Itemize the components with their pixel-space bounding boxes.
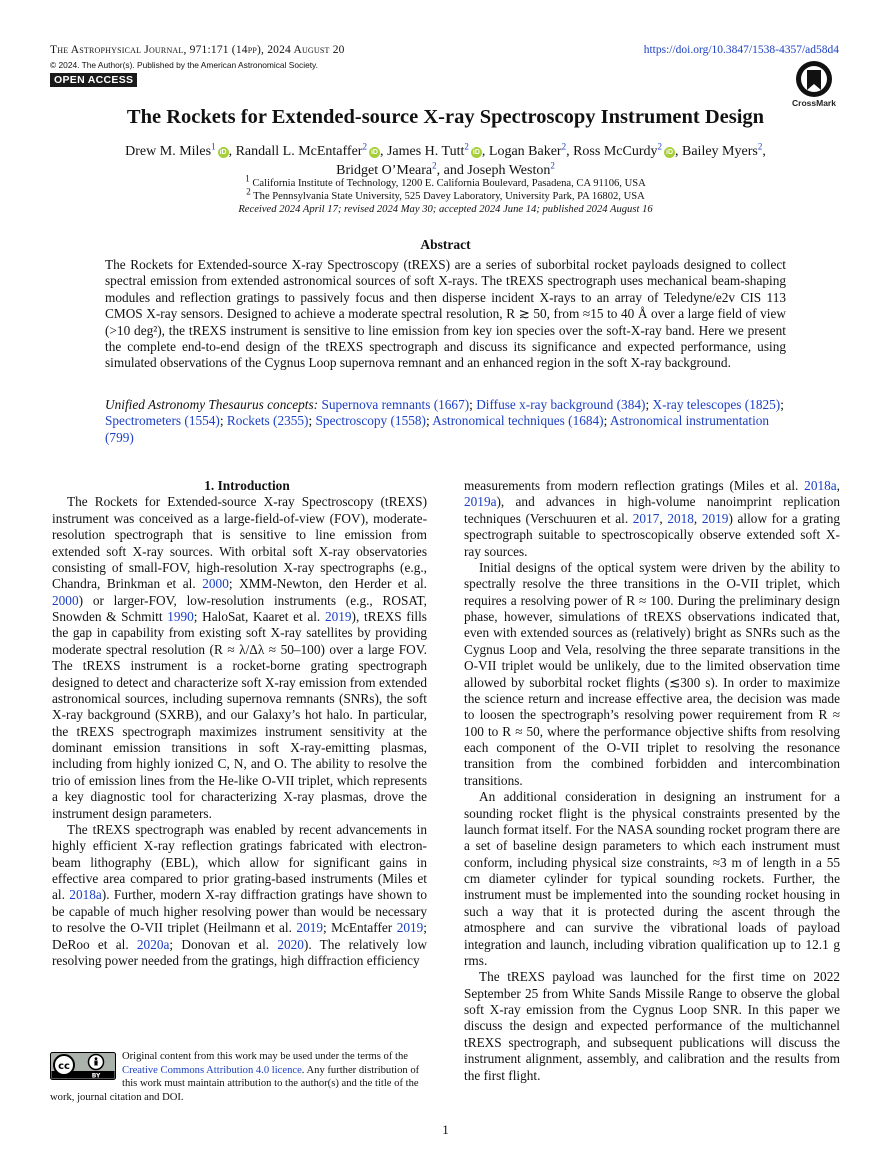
uat-link[interactable]: Spectrometers (1554) (105, 413, 220, 429)
citation-link[interactable]: 2019 (396, 920, 424, 936)
journal-header (50, 44, 345, 88)
paragraph: An additional consideration in designing an instrument for a sounding rocket flight is the physical constraints presented by the launch format itself. For the NASA sounding rocket program there are a set of baseline design parameters to which each instrument must conform, including physical size constraints, ≈3 m of length in a 55 cm diameter cylinder for typical sounding rockets. Further, the instrument must be implemented into the sounding rocket housing in such a way that it is protected during the ascent through the atmosphere and can survive the vibrational loads of payload integration and launch, including vibration qualification up to 12.1 g rms. (464, 789, 840, 968)
uat-link[interactable]: Astronomical techniques (1684) (432, 413, 604, 429)
author[interactable]: James H. Tutt$^2$iD (386, 141, 480, 159)
orcid-icon[interactable]: iD (370, 149, 378, 156)
citation-link[interactable]: 2017 (632, 510, 660, 526)
crossmark-icon (795, 60, 833, 98)
citation-link[interactable]: 2018a (804, 478, 837, 493)
open-access-badge: OPEN ACCESS (50, 73, 137, 87)
citation-link[interactable]: 2019a (464, 494, 497, 510)
uat-label: Unified Astronomy Thesaurus concepts: (105, 397, 319, 412)
uat-link[interactable]: X-ray telescopes (1825) (652, 397, 781, 412)
author[interactable]: Ross McCurdy$^2$iD (573, 141, 673, 159)
abstract-body: The Rockets for Extended-source X-ray Spectroscopy (tREXS) are a series of suborbital rocket payloads designed to collect spectral emission from extended astronomical sources of soft X-rays. The tREXS spectrograph uses mechanical beam-shaping modules and reflection gratings to passively focus and then disperse incident X-rays to an array of Teledyne/e2v CIS 113 CMOS X-ray sensors. Designed to achieve a moderate spectral resolution, R ≳ 50, from ≈15 to 40 Å over a large field of view (>10 deg²), the tREXS instrument is sensitive to line emission from key ion species over the soft-X-ray band. Here we present the complete end-to-end design of the tREXS spectrograph and discuss its significance and expected performance, using simulated observations of the Cygnus Loop supernova remnant and an enhanced region in the soft X-ray background. (105, 257, 786, 371)
author-list: Drew M. Miles$^1$iD , Randall L. McEntaffer$^2$iD , James H. Tutt$^2$iD , Logan Baker$^2$, Ross McCurdy$^2$iD , Bailey Myers$^2$, Bridget O’Meara$^2$, and Joseph Weston$^2$ (125, 141, 766, 178)
copyright-notice: © 2024. The Author(s). Published by the American Astronomical Society. (50, 60, 318, 70)
license-notice: cc BY Original content from this work may be used under the terms of the Creative Commons Attribution 4.0 licence. Any further distribution of this work must maintain attribution to the author(s) and the title of the work, journal citation and DOI. (50, 1051, 420, 1103)
cc-by-icon (50, 1052, 116, 1080)
page-number: 1 (442, 1122, 449, 1137)
crossmark-button[interactable] (789, 60, 839, 108)
crossmark-label: CrossMark (792, 98, 836, 108)
paragraph: Initial designs of the optical system were driven by the ability to spectrally resolve the three transitions in the O-VII triplet, which requires a resolving power of R ≈ 100. During the preliminary design phase, however, simulations of tREXS observations indicated that, even with extended sources as (relatively) bright as SNRs such as the Cygnus Loop and Vela, resolving the three separate transitions in the O-VII triplet would be unlikely, due to the limited observation time allowed by suborbital rocket flights (≲300 s). In order to maximize the science return and increase effective area, the decision was made to loosen the spectrograph’s resolving power requirement from R ≈ 100 to R ≈ 50, where the performance objective shifts from resolving each component of the O-VII triplet to resolving the resonance transition from the combined forbidden and intercombination transitions. (464, 559, 840, 788)
author: Logan Baker$^2$ (488, 141, 567, 159)
citation-link[interactable]: 2019 (324, 609, 352, 624)
svg-text:BY: BY (91, 1072, 101, 1080)
right-column (464, 478, 840, 1084)
uat-link[interactable]: Diffuse x-ray background (384) (476, 397, 646, 412)
doi-link[interactable]: https://doi.org/10.3847/1538-4357/ad58d4 (643, 44, 839, 56)
affiliation: $^1$ California Institute of Technology, 1200 E. California Boulevard, Pasadena, CA 91106, USA (245, 173, 646, 189)
citation-link[interactable]: 1990 (167, 609, 194, 624)
affiliation: $^2$ The Pennsylvania State University, 525 Davey Laboratory, University Park, PA 16802, USA (246, 186, 645, 202)
orcid-icon[interactable]: iD (472, 149, 480, 156)
citation-link[interactable]: 2018a (69, 887, 102, 903)
citation-link[interactable]: 2020a (136, 936, 170, 952)
uat-link[interactable]: Supernova remnants (1667) (321, 397, 470, 412)
citation-link[interactable]: 2020 (277, 936, 304, 952)
svg-text:cc: cc (58, 1061, 70, 1072)
orcid-icon[interactable]: iD (666, 149, 673, 156)
paragraph: The tREXS payload was launched for the first time on 2022 September 25 from White Sands Missile Range to observe the global soft X-ray emission from the Cygnus Loop SNR. In this paper we discuss the design and expected performance of the multichannel tREXS spectrograph, and subsequent publications will discuss the instrument alignment, assembly, and calibration and the results from the first flight. (464, 969, 840, 1083)
author: Bridget O’Meara$^2$ (336, 160, 437, 178)
section-heading: 1. Introduction (204, 478, 290, 493)
uat-concepts: Unified Astronomy Thesaurus concepts: Supernova remnants (1667); Diffuse x-ray background (384); X-ray telescopes (1825); Spectrometers (1554); Rockets (2355); Spectroscopy (1558); Astronomical techniques (1684); Astronomical instrumentation (799) (105, 397, 784, 445)
license-link[interactable]: Creative Commons Attribution 4.0 licence (122, 1064, 302, 1076)
uat-link[interactable]: Rockets (2355) (226, 413, 309, 429)
publication-dates: Received 2024 April 17; revised 2024 May 30; accepted 2024 June 14; published 2024 August 16 (238, 204, 653, 215)
paragraph-continued: measurements from modern reflection gratings (Miles et al. 2018a, 2019a), and advances in high-volume nanoimprint replication techniques (Verschuuren et al. 2017, 2018, 2019) allow for a grating spectrograph suitable to spectroscopically observe extended soft X-ray sources. (464, 478, 840, 559)
author[interactable]: Drew M. Miles$^1$iD (125, 141, 227, 159)
abstract-heading: Abstract (420, 237, 471, 252)
uat-link[interactable]: Spectroscopy (1558) (315, 413, 426, 429)
author: Joseph Weston$^2$ (467, 160, 555, 178)
paper-title: The Rockets for Extended-source X-ray Spectroscopy Instrument Design (126, 106, 765, 128)
citation-link[interactable]: 2000 (52, 592, 79, 608)
journal-citation: The Astrophysical Journal, 971:171 (14pp), 2024 August 20 (50, 44, 345, 56)
author[interactable]: Randall L. McEntaffer$^2$iD (235, 141, 378, 159)
paragraph: The Rockets for Extended-source X-ray Spectroscopy (tREXS) instrument was conceived as a large-field-of-view (FOV), moderate-resolution spectrograph that is sensitive to line emission from extended soft X-ray sources. With orbital soft X-ray observatories consisting of small-FOV, high-resolution X-ray spectrographs (e.g., Chandra, Brinkman et al. 2000; XMM-Newton, den Herder et al. 2000) or larger-FOV, low-resolution instruments (e.g., ROSAT, Snowden & Schmitt 1990; HaloSat, Kaaret et al. 2019), tREXS fills the gap in capability from existing soft X-ray satellites by providing moderate spectral resolution (R ≈ λ/Δλ ≈ 50–100) over a large FOV. The tREXS instrument is a rocket-borne grating spectrograph designed to detect and characterize soft X-ray emission from extended astronomical sources, including supernova remnants (SNRs), the soft X-ray background (SXRB), and our Galaxy’s hot halo. In particular, the tREXS spectrograph maximizes instrument sensitivity at the dominant emission transitions in soft X-ray-emitting plasmas, including from highly ionized C, N, and O. The ability to resolve the trio of emission lines from the He-like O-VII triplet, which represents a key diagnostic tool for characterizing X-ray plasmas, drove the instrument design parameters. (52, 494, 427, 821)
orcid-icon[interactable]: iD (219, 149, 227, 156)
citation-link[interactable]: 2018 (667, 510, 694, 526)
citation-link[interactable]: 2019 (296, 920, 324, 936)
author: Bailey Myers$^2$ (682, 141, 763, 159)
paragraph: The tREXS spectrograph was enabled by recent advancements in highly efficient X-ray reflection gratings fabricated with electron-beam lithography (EBL), which allow for significant gains in effective area compared to prior grating-based instruments (Miles et al. 2018a). Further, modern X-ray diffraction gratings have shown to be capable of much higher resolving power than would be necessary to resolve the O-VII triplet (Heilmann et al. 2019; McEntaffer 2019; DeRoo et al. 2020a; Donovan et al. 2020). The relatively low resolving power needed from the gratings, high diffraction efficiency (52, 821, 427, 968)
citation-link[interactable]: 2000 (202, 576, 229, 592)
citation-link[interactable]: 2019 (701, 510, 729, 526)
left-column (52, 478, 427, 969)
uat-link[interactable]: Astronomical instrumentation (799) (105, 413, 770, 445)
